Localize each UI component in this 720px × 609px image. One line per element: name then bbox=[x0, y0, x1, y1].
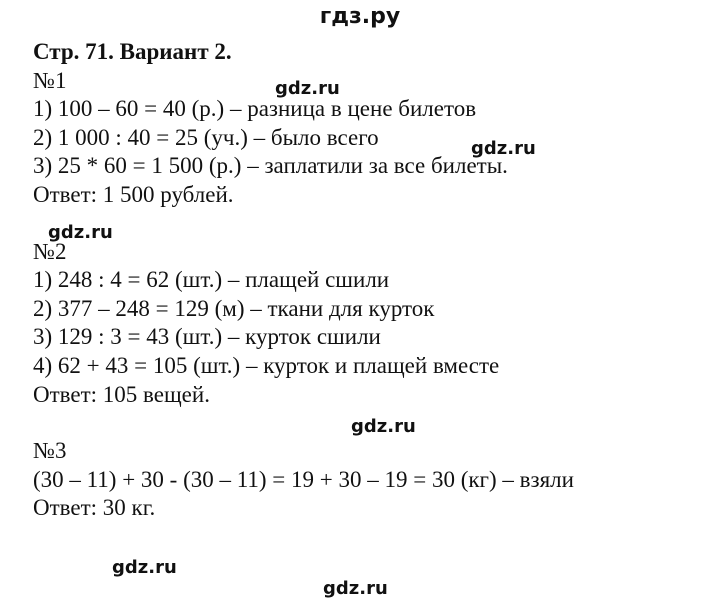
task-number: №2 bbox=[33, 238, 67, 264]
task-2 bbox=[33, 238, 713, 410]
watermark: gdz.ru bbox=[112, 557, 177, 578]
solution-step: 3) 25 * 60 = 1 500 (р.) – заплатили за все билеты. bbox=[33, 153, 508, 179]
watermark: gdz.ru bbox=[275, 78, 340, 99]
solution-step: 2) 1 000 : 40 = 25 (уч.) – было всего bbox=[33, 124, 379, 150]
answer-line: Ответ: 30 кг. bbox=[33, 495, 156, 521]
task-3 bbox=[33, 437, 713, 523]
solution-step: (30 – 11) + 30 - (30 – 11) = 19 + 30 – 19 = 30 (кг) – взяли bbox=[33, 466, 574, 492]
solution-step: 3) 129 : 3 = 43 (шт.) – курток сшили bbox=[33, 324, 381, 350]
answer-line: Ответ: 1 500 рублей. bbox=[33, 181, 234, 207]
task-number: №1 bbox=[33, 67, 67, 93]
solution-step: 2) 377 – 248 = 129 (м) – ткани для курток bbox=[33, 295, 435, 321]
solution-step: 1) 100 – 60 = 40 (р.) – разница в цене билетов bbox=[33, 96, 477, 122]
site-header: гдз.ру bbox=[319, 4, 401, 29]
solution-step: 1) 248 : 4 = 62 (шт.) – плащей сшили bbox=[33, 267, 390, 293]
task-1 bbox=[33, 67, 713, 210]
answer-line: Ответ: 105 вещей. bbox=[33, 381, 210, 407]
page-heading: Стр. 71. Вариант 2. bbox=[33, 39, 232, 64]
solution-step: 4) 62 + 43 = 105 (шт.) – курток и плащей вместе bbox=[33, 352, 500, 378]
watermark: gdz.ru bbox=[471, 138, 536, 159]
watermark: gdz.ru bbox=[351, 416, 416, 437]
watermark: gdz.ru bbox=[323, 578, 388, 599]
solution-page bbox=[33, 38, 713, 523]
watermark: gdz.ru bbox=[48, 222, 113, 243]
task-number: №3 bbox=[33, 438, 67, 464]
